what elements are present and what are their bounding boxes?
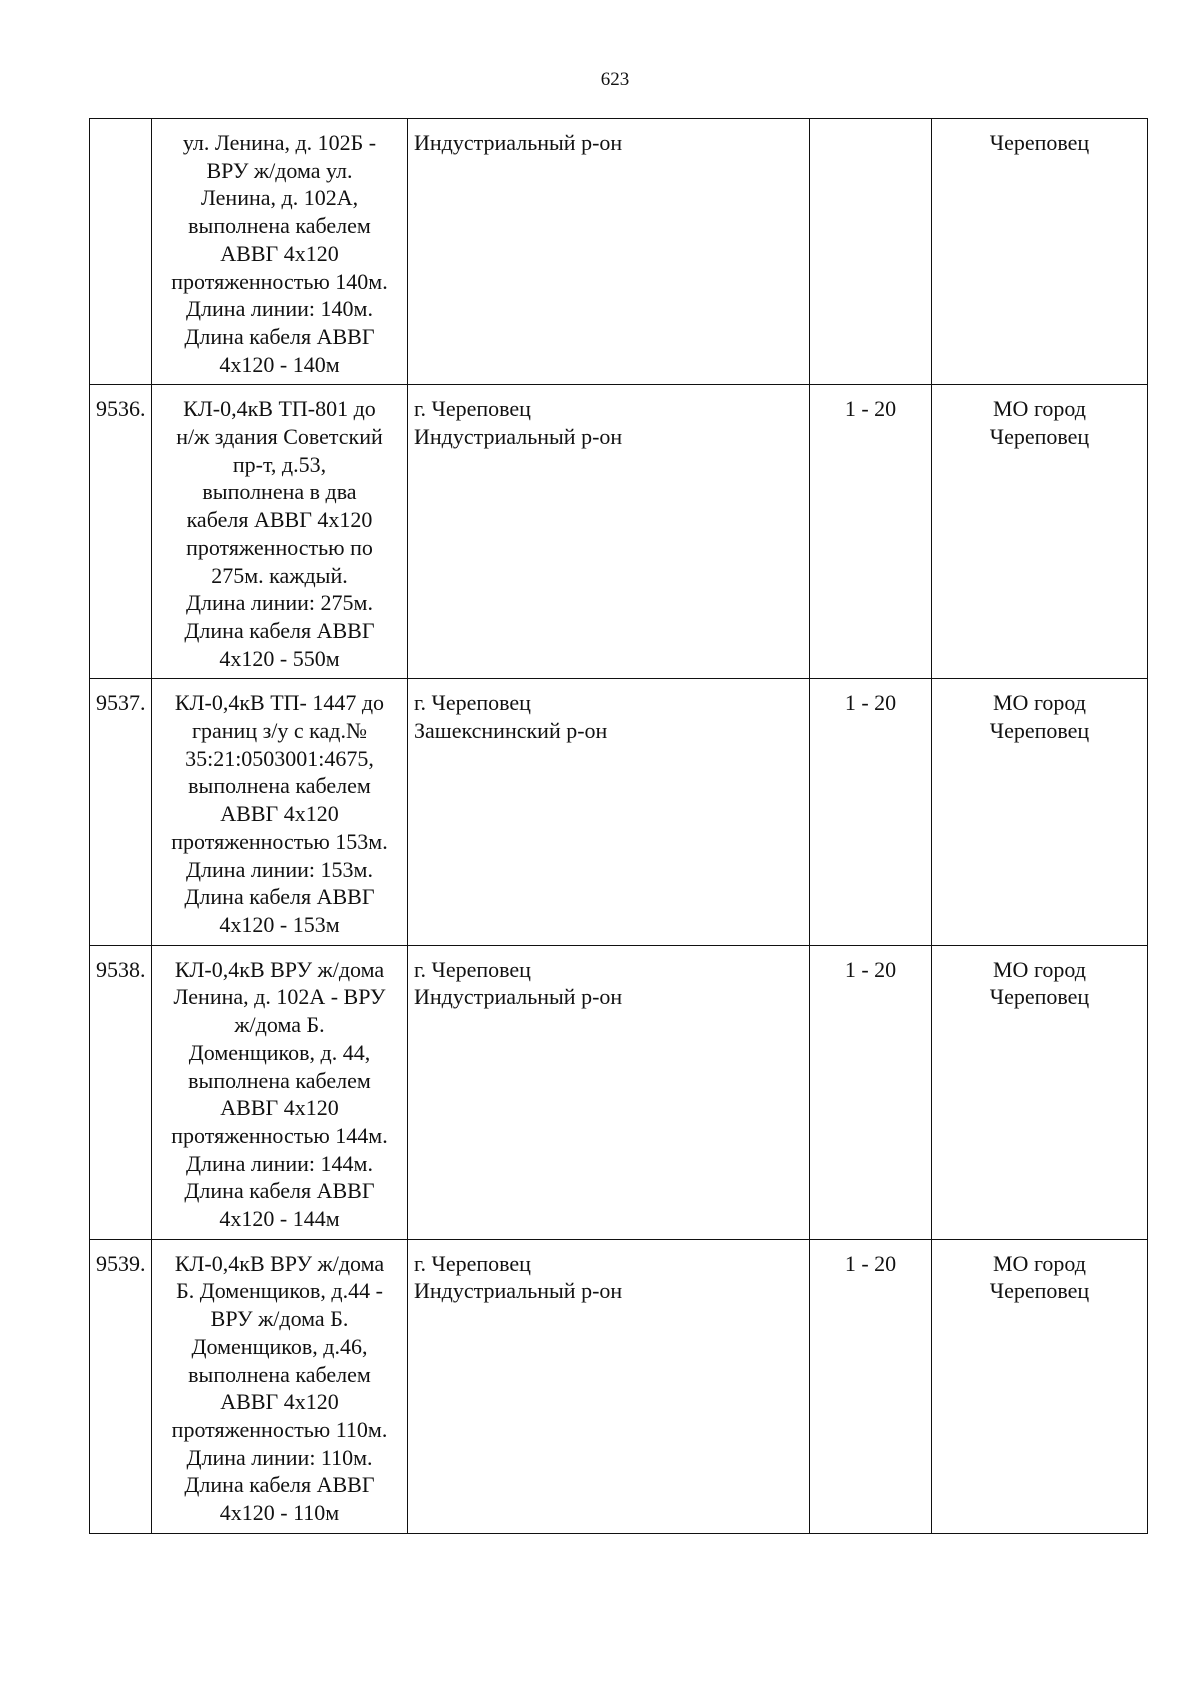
description-line: КЛ-0,4кВ ТП-801 до	[183, 396, 376, 422]
owner-line: МО город	[993, 690, 1086, 716]
location-line: г. Череповец	[414, 1250, 531, 1276]
description-line: протяженностью 153м.	[171, 828, 388, 854]
description-line: Доменщиков, д. 44,	[188, 1039, 371, 1065]
description-line: выполнена кабелем	[188, 1361, 371, 1387]
description-line: Длина линии: 275м.	[186, 590, 373, 616]
description-line: ж/дома Б.	[234, 1012, 325, 1038]
location-line: Индустриальный р-он	[414, 424, 623, 450]
description-line: протяженностью по	[186, 534, 373, 560]
description-line: ВРУ ж/дома Б.	[210, 1306, 349, 1332]
owner-line: Череповец	[989, 984, 1090, 1010]
owner-line: Череповец	[989, 130, 1090, 155]
owner-cell	[932, 119, 1148, 385]
location-cell	[408, 1239, 810, 1533]
row-number-cell: 9539.	[90, 1239, 152, 1533]
description-line: протяженностью 140м.	[171, 268, 388, 294]
description-line: Длина линии: 144м.	[186, 1150, 373, 1176]
description-cell	[152, 119, 408, 385]
description-line: Длина кабеля АВВГ	[184, 1178, 375, 1204]
owner-line: Череповец	[989, 718, 1090, 744]
description-line: 4х120 - 550м	[219, 645, 340, 671]
description-line: 4х120 - 110м	[219, 1500, 340, 1526]
category-cell: 1 - 20	[810, 1239, 932, 1533]
row-number-cell: 9537.	[90, 679, 152, 945]
description-line: КЛ-0,4кВ ВРУ ж/дома	[174, 1250, 385, 1276]
description-cell	[152, 945, 408, 1239]
description-line: н/ж здания Советский	[176, 424, 383, 450]
location-line: г. Череповец	[414, 396, 531, 422]
description-line: 4х120 - 140м	[219, 351, 340, 377]
description-cell	[152, 679, 408, 945]
table-row	[90, 1239, 1148, 1533]
category-cell: 1 - 20	[810, 945, 932, 1239]
row-number-cell: 9536.	[90, 385, 152, 679]
description-line: КЛ-0,4кВ ВРУ ж/дома	[174, 956, 385, 982]
description-line: Длина кабеля АВВГ	[184, 323, 375, 349]
location-cell	[408, 119, 810, 385]
category-cell: 1 - 20	[810, 385, 932, 679]
table-row	[90, 679, 1148, 945]
description-line: пр-т, д.53,	[232, 451, 327, 477]
owner-cell	[932, 385, 1148, 679]
location-line: г. Череповец	[414, 956, 531, 982]
location-line: г. Череповец	[414, 690, 531, 716]
description-line: Длина кабеля АВВГ	[184, 1472, 375, 1498]
description-line: Ленина, д. 102А,	[200, 185, 359, 211]
description-line: АВВГ 4х120	[220, 240, 339, 266]
description-line: Длина линии: 110м.	[186, 1444, 373, 1470]
description-line: кабеля АВВГ 4х120	[186, 507, 373, 533]
description-line: выполнена кабелем	[188, 213, 371, 239]
owner-cell	[932, 945, 1148, 1239]
row-number-cell	[90, 119, 152, 385]
description-line: Длина кабеля АВВГ	[184, 617, 375, 643]
category-cell: 1 - 20	[810, 679, 932, 945]
owner-cell	[932, 679, 1148, 945]
description-line: выполнена кабелем	[188, 773, 371, 799]
registry-table	[89, 118, 1148, 1534]
table-row	[90, 945, 1148, 1239]
category-cell	[810, 119, 932, 385]
description-line: Длина линии: 153м.	[186, 856, 373, 882]
description-line: протяженностью 110м.	[171, 1416, 388, 1442]
description-line: 4х120 - 153м	[219, 911, 340, 937]
owner-line: МО город	[993, 956, 1086, 982]
description-line: АВВГ 4х120	[220, 801, 339, 827]
description-line: Длина кабеля АВВГ	[184, 884, 375, 910]
description-line: 35:21:0503001:4675,	[185, 745, 374, 771]
description-cell	[152, 1239, 408, 1533]
table-row	[90, 119, 1148, 385]
description-line: выполнена в два	[202, 479, 357, 505]
registry-table-body	[90, 119, 1148, 1534]
row-number-cell: 9538.	[90, 945, 152, 1239]
owner-line: МО город	[993, 396, 1086, 422]
description-line: ул. Ленина, д. 102Б -	[182, 130, 377, 155]
table-row	[90, 385, 1148, 679]
description-line: КЛ-0,4кВ ТП- 1447 до	[174, 690, 385, 716]
page-number: 623	[600, 69, 630, 90]
location-line: Индустриальный р-он	[414, 984, 623, 1010]
description-line: АВВГ 4х120	[220, 1389, 339, 1415]
description-line: Б. Доменщиков, д.44 -	[176, 1278, 383, 1304]
description-line: выполнена кабелем	[188, 1067, 371, 1093]
description-line: протяженностью 144м.	[171, 1122, 388, 1148]
location-line: Индустриальный р-он	[414, 130, 623, 155]
owner-cell	[932, 1239, 1148, 1533]
description-line: Ленина, д. 102А - ВРУ	[173, 984, 386, 1010]
description-line: АВВГ 4х120	[220, 1095, 339, 1121]
location-line: Индустриальный р-он	[414, 1278, 623, 1304]
owner-line: МО город	[993, 1250, 1086, 1276]
location-cell	[408, 945, 810, 1239]
description-line: Доменщиков, д.46,	[191, 1333, 368, 1359]
owner-line: Череповец	[989, 1278, 1090, 1304]
description-line: Длина линии: 140м.	[186, 296, 373, 322]
description-line: границ з/у с кад.№	[192, 718, 367, 744]
owner-line: Череповец	[989, 424, 1090, 450]
location-line: Зашекснинский р-он	[414, 718, 608, 744]
description-cell	[152, 385, 408, 679]
description-line: 275м. каждый.	[211, 562, 348, 588]
location-cell	[408, 679, 810, 945]
description-line: 4х120 - 144м	[219, 1206, 340, 1232]
description-line: ВРУ ж/дома ул.	[206, 157, 353, 183]
location-cell	[408, 385, 810, 679]
